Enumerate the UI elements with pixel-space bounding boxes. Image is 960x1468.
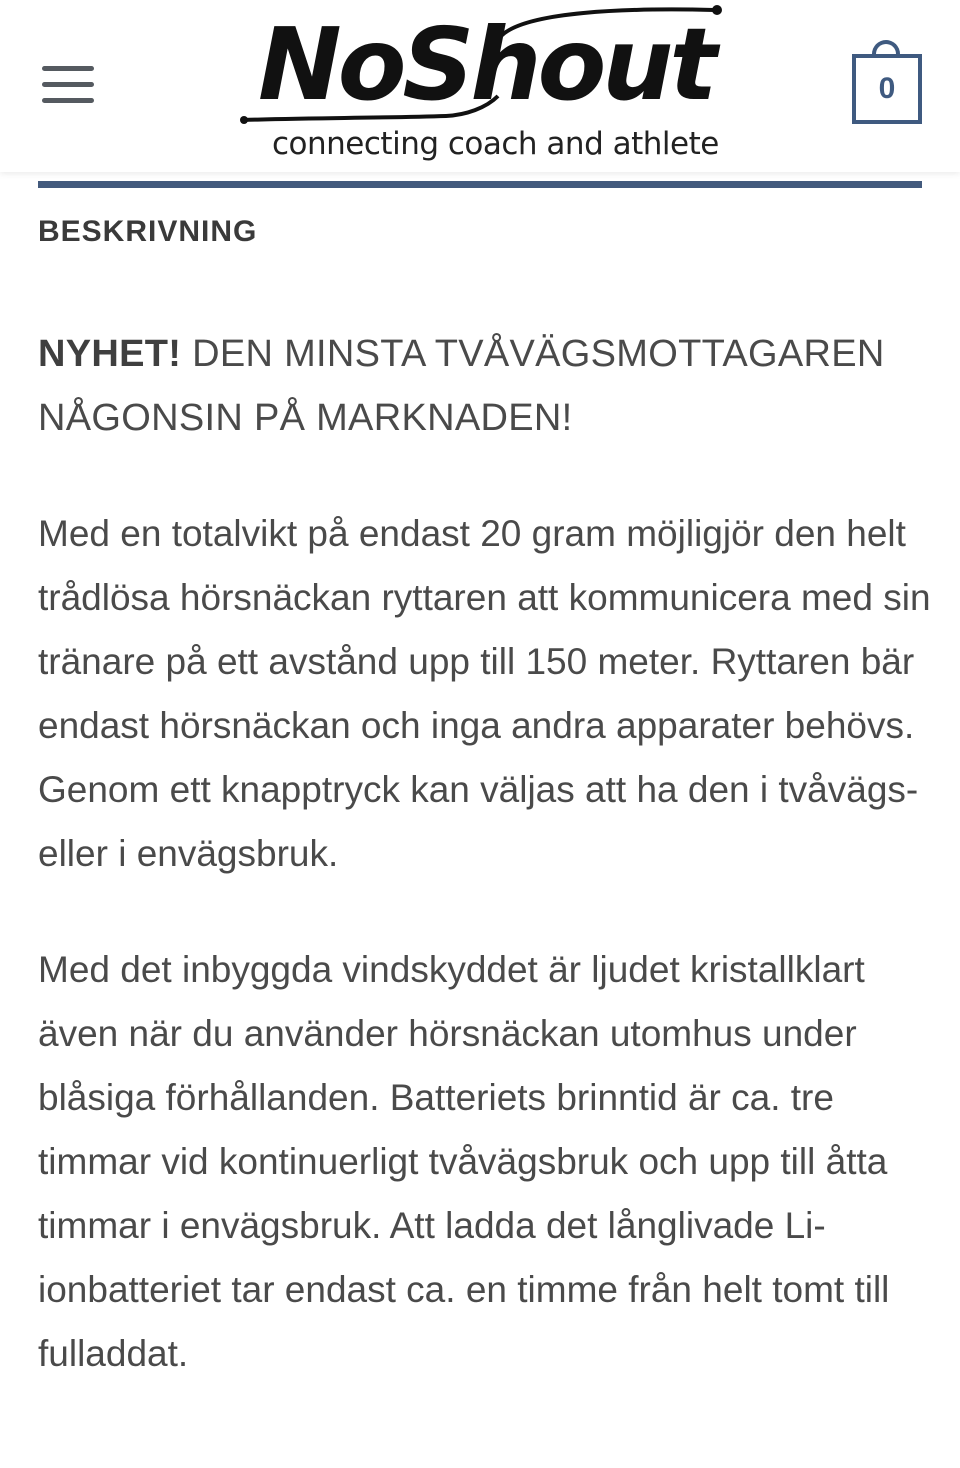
site-header [0,0,960,172]
site-logo[interactable] [236,0,726,168]
logo-wordmark: NoShout [258,6,714,123]
logo-tagline: connecting coach and athlete [272,126,719,162]
menu-bar [42,98,94,103]
description-paragraph: Med det inbyggda vindskyddet är ljudet kristallklart även när du använder hörsnäckan utomhus under blåsiga förhållanden. Batteriets brinntid är ca. tre timmar vid kontinuerligt tvåvägsbruk och upp till åtta timmar i envägsbruk. Att ladda det långlivade Li-ionbatteriet tar endast ca. en timme från helt tomt till fulladdat. [38,949,890,1374]
tab-description[interactable]: BESKRIVNING [38,215,258,248]
cart-button[interactable] [852,38,922,124]
cart-count-badge: 0 [878,72,896,105]
active-tab-indicator [38,181,922,188]
product-description [38,322,938,1386]
description-paragraph: Med en totalvikt på endast 20 gram möjligjör den helt trådlösa hörsnäckan ryttaren att kommunicera med sin tränare på ett avstånd upp till 150 meter. Ryttaren bär endast hörsnäckan och inga andra apparater behövs. Genom ett knapptryck kan väljas att ha den i tvåvägs- eller i envägsbruk. [38,513,931,874]
headline-text: DEN MINSTA TVÅVÄGSMOTTAGAREN NÅGONSIN PÅ MARKNADEN! [38,333,885,439]
headline-highlight: NYHET! [38,333,182,375]
menu-bar [42,82,94,87]
description-headline [38,322,938,450]
hamburger-menu-icon[interactable] [38,62,98,110]
menu-bar [42,66,94,71]
